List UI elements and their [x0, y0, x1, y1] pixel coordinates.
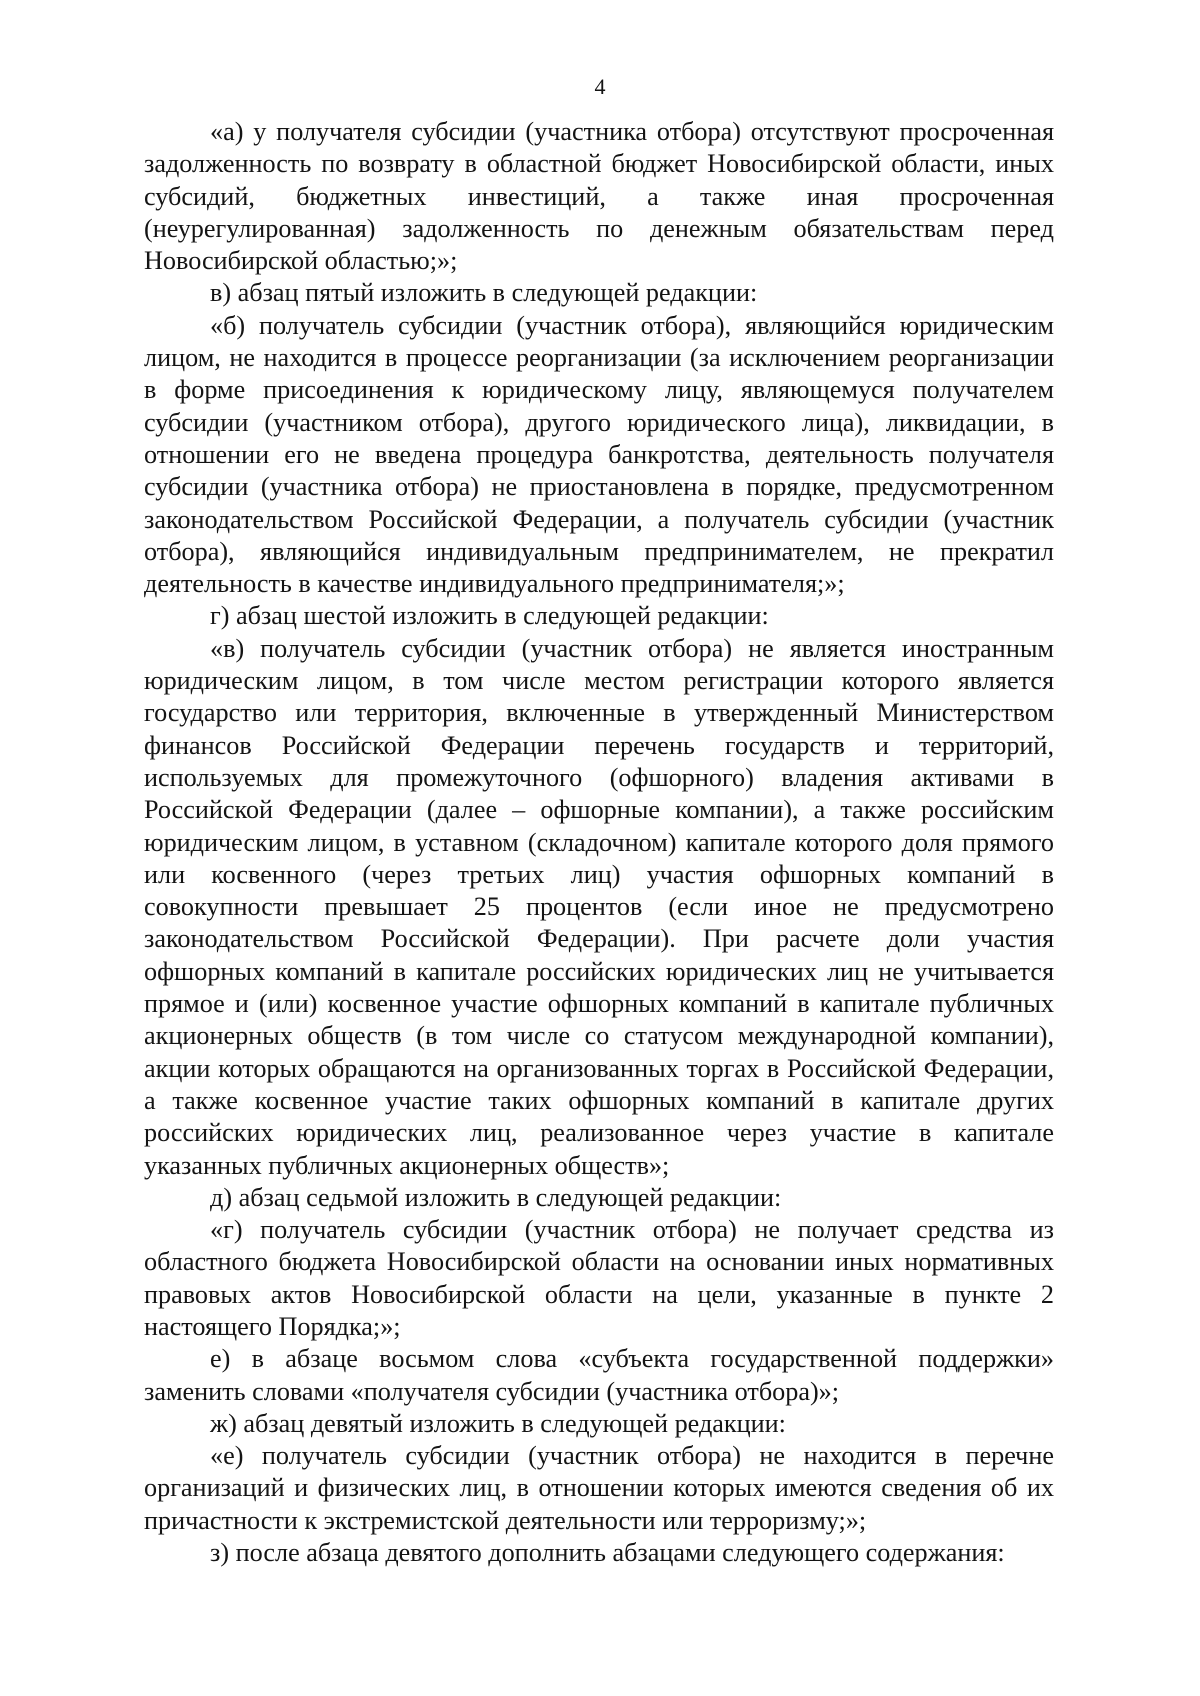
paragraph-amendment-zh: ж) абзац девятый изложить в следующей редакции: — [210, 1408, 786, 1438]
paragraph-amendment-v: в) абзац пятый изложить в следующей редакции: — [210, 278, 758, 308]
document-body — [144, 116, 1054, 1569]
paragraph-subitem-e: «е) получатель субсидии (участник отбора) не находится в перечне организаций и физических лиц, в отношении которых имеются сведения об их причастности к экстремистской деятельности или терроризму;»; — [144, 1441, 1054, 1535]
paragraph-subitem-a: «а) у получателя субсидии (участника отбора) отсутствуют просроченная задолженность по возврату в областной бюджет Новосибирской области, иных субсидий, бюджетных инвестиций, а также иная просроченная (неурегулированная) задолженность по денежным обязательствам перед Новосибирской областью;»; — [144, 117, 1054, 276]
paragraph-subitem-b: «б) получатель субсидии (участник отбора), являющийся юридическим лицом, не находится в процессе реорганизации (за исключением реорганизации в форме присоединения к юридическому лицу, являющемуся получателем субсидии (участником отбора), другого юридического лица), ликвидации, в отношении его не введена процедура банкротства, деятельность получателя субсидии (участника отбора) не приостановлена в порядке, предусмотренном законодательством Российской Федерации, а получатель субсидии (участник отбора), являющийся индивидуальным предпринимателем, не прекратил деятельность в качестве индивидуального предпринимателя;»; — [144, 310, 1054, 599]
paragraph-subitem-g: «г) получатель субсидии (участник отбора) не получает средства из областного бюджета Новосибирской области на основании иных нормативных правовых актов Новосибирской области на цели, указанные в пункте 2 настоящего Порядка;»; — [144, 1215, 1054, 1341]
paragraph-amendment-d: д) абзац седьмой изложить в следующей редакции: — [210, 1182, 782, 1212]
page-number: 4 — [594, 74, 606, 99]
paragraph-amendment-g: г) абзац шестой изложить в следующей редакции: — [210, 601, 769, 631]
paragraph-amendment-z: з) после абзаца девятого дополнить абзацами следующего содержания: — [210, 1538, 1005, 1568]
paragraph-amendment-e: е) в абзаце восьмом слова «субъекта государственной поддержки» заменить словами «получателя субсидии (участника отбора)»; — [144, 1344, 1054, 1406]
paragraph-subitem-v: «в) получатель субсидии (участник отбора) не является иностранным юридическим лицом, в том числе местом регистрации которого является государство или территория, включенные в утвержденный Министерством финансов Российской Федерации перечень государств и территорий, используемых для промежуточного (офшорного) владения активами в Российской Федерации (далее – офшорные компании), а также российским юридическим лицом, в уставном (складочном) капитале которого доля прямого или косвенного (через третьих лиц) участия офшорных компаний в совокупности превышает 25 процентов (если иное не предусмотрено законодательством Российской Федерации). При расчете доли участия офшорных компаний в капитале российских юридических лиц не учитывается прямое и (или) косвенное участие офшорных компаний в капитале публичных акционерных обществ (в том числе со статусом международной компании), акции которых обращаются на организованных торгах в Российской Федерации, а также косвенное участие таких офшорных компаний в капитале других российских юридических лиц, реализованное через участие в капитале указанных публичных акционерных обществ»; — [144, 633, 1054, 1180]
